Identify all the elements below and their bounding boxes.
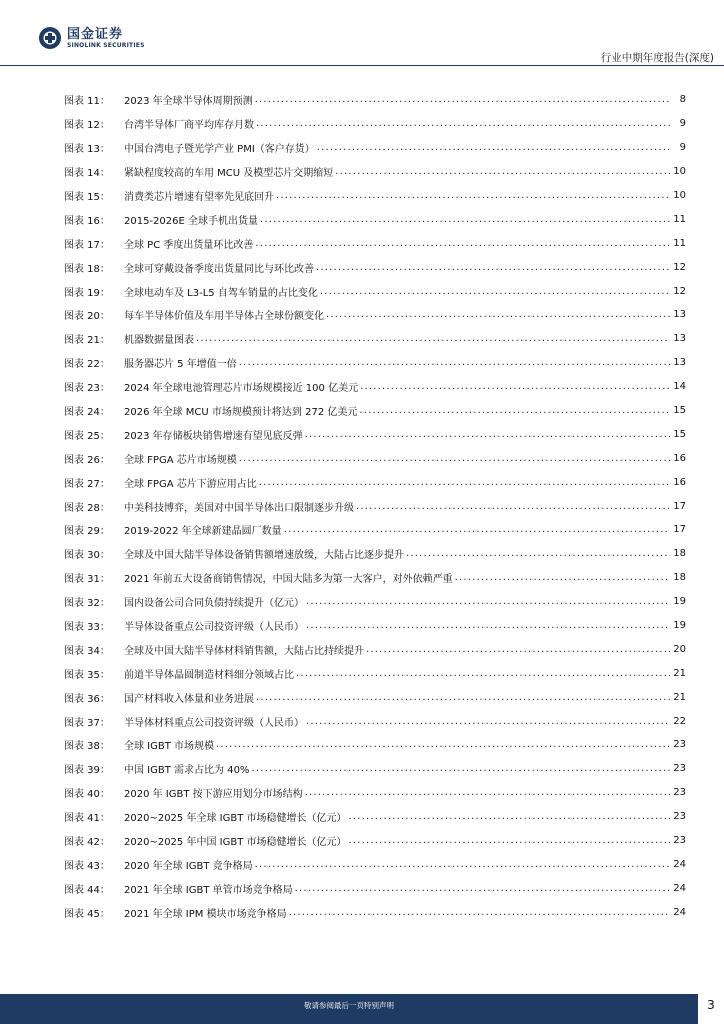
toc-entry[interactable] <box>64 470 686 494</box>
toc-dot-leader <box>326 309 670 320</box>
toc-entry[interactable] <box>64 375 686 399</box>
toc-entry-page: 19 <box>673 596 686 608</box>
toc-entry-number: 图表 41： <box>64 813 110 825</box>
toc-entry-number: 图表 28： <box>64 502 110 514</box>
toc-dot-leader <box>196 333 670 344</box>
toc-entry-page: 10 <box>673 190 686 201</box>
toc-entry[interactable] <box>64 518 686 542</box>
toc-entry-number: 图表 21： <box>64 335 110 347</box>
toc-entry-page: 17 <box>673 500 686 512</box>
toc-dot-leader <box>360 381 670 392</box>
toc-entry-title: 2020~2025 年中国 IGBT 市场稳健增长（亿元） <box>124 837 347 849</box>
toc-entry-number: 图表 18： <box>64 263 110 275</box>
toc-dot-leader <box>296 668 670 679</box>
toc-entry[interactable] <box>64 637 686 661</box>
toc-entry-title: 全球及中国大陆半导体设备销售额增速放缓，大陆占比逐步提升 <box>124 550 404 562</box>
toc-entry-number: 图表 19： <box>64 287 110 299</box>
toc-entry-title: 中国台湾电子暨光学产业 PMI（客户存货） <box>124 144 315 156</box>
footer-disclaimer: 敬请参阅最后一页特别声明 <box>304 1001 394 1010</box>
toc-entry-number: 图表 25： <box>64 430 110 442</box>
toc-dot-leader <box>306 596 670 607</box>
toc-entry-title: 全球电动车及 L3-L5 自驾车销量的占比变化 <box>124 287 318 299</box>
toc-entry[interactable] <box>64 351 686 375</box>
toc-entry[interactable] <box>64 112 686 136</box>
toc-entry[interactable] <box>64 446 686 470</box>
toc-entry[interactable] <box>64 160 686 184</box>
toc-entry-title: 2021 年前五大设备商销售情况，中国大陆多为第一大客户，对外依赖严重 <box>124 574 453 586</box>
toc-dot-leader <box>348 835 670 846</box>
toc-entry[interactable] <box>64 590 686 614</box>
toc-dot-leader <box>359 405 670 416</box>
toc-entry-page: 23 <box>673 787 686 799</box>
toc-entry-page: 8 <box>679 94 686 106</box>
toc-entry-title: 2020~2025 年全球 IGBT 市场稳健增长（亿元） <box>124 813 347 825</box>
toc-dot-leader <box>255 94 670 105</box>
toc-entry-title: 机器数据量图表 <box>124 335 194 347</box>
toc-entry-number: 图表 15： <box>64 192 110 203</box>
toc-entry-number: 图表 37： <box>64 717 110 729</box>
toc-entry-title: 国内设备公司合同负债持续提升（亿元） <box>124 598 304 610</box>
toc-entry-page: 21 <box>673 691 686 703</box>
toc-dot-leader <box>255 859 670 870</box>
toc-entry[interactable] <box>64 231 686 255</box>
toc-entry[interactable] <box>64 614 686 638</box>
toc-entry-title: 2024 年全球电池管理芯片市场规模接近 100 亿美元 <box>124 383 359 395</box>
toc-dot-leader <box>305 429 670 440</box>
toc-entry[interactable] <box>64 876 686 900</box>
toc-entry-page: 12 <box>673 285 686 297</box>
toc-entry-page: 23 <box>673 763 686 775</box>
toc-entry-number: 图表 23： <box>64 383 110 395</box>
toc-dot-leader <box>335 166 670 177</box>
toc-entry-page: 13 <box>673 357 686 369</box>
toc-entry-title: 全球 PC 季度出货量环比改善 <box>124 239 254 251</box>
toc-entry-page: 19 <box>673 620 686 632</box>
toc-entry-page: 17 <box>673 524 686 536</box>
toc-entry[interactable] <box>64 829 686 853</box>
toc-entry[interactable] <box>64 781 686 805</box>
toc-entry-number: 图表 12： <box>64 120 110 132</box>
page-header <box>0 0 724 68</box>
toc-entry[interactable] <box>64 88 686 112</box>
toc-entry-title: 中美科技博弈，美国对中国半导体出口限制逐步升级 <box>124 502 354 514</box>
toc-entry-page: 15 <box>673 405 686 417</box>
toc-entry-page: 9 <box>679 142 686 154</box>
toc-entry-number: 图表 38： <box>64 741 110 753</box>
toc-dot-leader <box>305 787 670 798</box>
toc-dot-leader <box>260 214 670 225</box>
toc-entry-title: 半导体设备重点公司投资评级（人民币） <box>124 622 304 634</box>
toc-entry-page: 12 <box>673 261 686 273</box>
toc-entry-page: 10 <box>673 166 686 178</box>
toc-entry-title: 2020 年全球 IGBT 竞争格局 <box>124 860 253 872</box>
toc-entry-number: 图表 27： <box>64 478 110 490</box>
toc-entry-number: 图表 32： <box>64 598 110 610</box>
toc-entry-title: 全球及中国大陆半导体材料销售额，大陆占比持续提升 <box>124 645 364 657</box>
toc-entry[interactable] <box>64 566 686 590</box>
toc-entry-page: 13 <box>673 333 686 345</box>
toc-entry-title: 中国 IGBT 需求占比为 40% <box>124 765 250 777</box>
toc-dot-leader <box>276 190 670 201</box>
toc-dot-leader <box>295 883 670 894</box>
toc-entry-title: 2023 年存储板块销售增速有望见底反弹 <box>124 430 303 442</box>
toc-entry-title: 前道半导体晶圆制造材料细分领域占比 <box>124 669 294 681</box>
toc-entry[interactable] <box>64 853 686 877</box>
toc-entry-number: 图表 34： <box>64 645 110 657</box>
toc-entry-page: 23 <box>673 811 686 823</box>
toc-dot-leader <box>284 524 670 535</box>
toc-entry-title: 2021 年全球 IGBT 单管市场竞争格局 <box>124 884 293 896</box>
toc-entry-page: 9 <box>679 118 686 130</box>
toc-entry-number: 图表 35： <box>64 669 110 681</box>
toc-entry-number: 图表 31： <box>64 574 110 586</box>
toc-dot-leader <box>259 477 670 488</box>
toc-entry-page: 20 <box>673 643 686 655</box>
toc-entry-title: 全球 FPGA 芯片市场规模 <box>124 454 237 466</box>
toc-entry-page: 23 <box>673 835 686 847</box>
toc-entry-number: 图表 22： <box>64 359 110 371</box>
toc-dot-leader <box>289 907 670 918</box>
company-logo <box>38 26 145 50</box>
toc-entry[interactable] <box>64 207 686 231</box>
toc-entry-page: 11 <box>673 213 686 225</box>
toc-entry-page: 16 <box>673 452 686 464</box>
toc-dot-leader <box>356 501 670 512</box>
toc-entry-number: 图表 44： <box>64 884 110 896</box>
toc-entry[interactable] <box>64 733 686 757</box>
toc-entry-page: 24 <box>673 906 686 918</box>
toc-entry[interactable] <box>64 757 686 781</box>
toc-dot-leader <box>216 739 670 750</box>
toc-entry-number: 图表 26： <box>64 454 110 466</box>
toc-entry-title: 2019-2022 年全球新建晶圆厂数量 <box>124 526 282 538</box>
logo-english-name: SINOLINK SECURITIES <box>67 41 145 49</box>
toc-entry-number: 图表 36： <box>64 693 110 705</box>
toc-entry-page: 24 <box>673 858 686 870</box>
toc-entry-page: 22 <box>673 715 686 727</box>
toc-entry-title: 消费类芯片增速有望率先见底回升 <box>124 192 274 203</box>
toc-entry[interactable] <box>64 661 686 685</box>
toc-entry-page: 15 <box>673 428 686 440</box>
toc-dot-leader <box>348 811 670 822</box>
toc-entry-number: 图表 33： <box>64 622 110 634</box>
toc-dot-leader <box>255 238 670 249</box>
toc-entry-number: 图表 24： <box>64 407 110 419</box>
toc-dot-leader <box>306 716 670 727</box>
toc-entry-page: 13 <box>673 309 686 321</box>
header-divider <box>0 65 724 66</box>
toc-entry-number: 图表 43： <box>64 860 110 872</box>
toc-dot-leader <box>406 548 670 559</box>
toc-entry-number: 图表 40： <box>64 789 110 801</box>
toc-dot-leader <box>317 142 670 153</box>
toc-entry[interactable] <box>64 542 686 566</box>
toc-entry-title: 2021 年全球 IPM 模块市场竞争格局 <box>124 908 287 920</box>
toc-dot-leader <box>251 763 670 774</box>
toc-entry-title: 2020 年 IGBT 按下游应用划分市场结构 <box>124 789 303 801</box>
toc-dot-leader <box>256 692 670 703</box>
sinolink-logo-icon <box>38 26 62 50</box>
toc-entry[interactable] <box>64 303 686 327</box>
toc-entry-number: 图表 45： <box>64 908 110 920</box>
toc-entry-page: 24 <box>673 882 686 894</box>
toc-entry-number: 图表 14： <box>64 168 110 180</box>
toc-entry-title: 台湾半导体厂商平均库存月数 <box>124 120 254 132</box>
toc-entry-title: 国产材料收入体量和业务进展 <box>124 693 254 705</box>
toc-dot-leader <box>239 357 670 368</box>
toc-entry[interactable] <box>64 900 686 924</box>
toc-entry-number: 图表 11： <box>64 96 110 108</box>
toc-entry[interactable] <box>64 279 686 303</box>
toc-entry[interactable] <box>64 136 686 160</box>
page-number: 3 <box>707 998 715 1012</box>
toc-entry-page: 16 <box>673 476 686 488</box>
toc-entry-title: 服务器芯片 5 年增值一倍 <box>124 359 237 371</box>
toc-entry-page: 18 <box>673 548 686 560</box>
toc-entry-number: 图表 16： <box>64 215 110 227</box>
toc-entry-title: 全球可穿戴设备季度出货量同比与环比改善 <box>124 263 314 275</box>
toc-entry-title: 半导体材料重点公司投资评级（人民币） <box>124 717 304 729</box>
toc-entry-page: 11 <box>673 237 686 249</box>
toc-entry-title: 2026 年全球 MCU 市场规模预计将达到 272 亿美元 <box>124 407 358 419</box>
toc-entry[interactable] <box>64 422 686 446</box>
toc-dot-leader <box>366 644 670 655</box>
toc-entry-page: 21 <box>673 667 686 679</box>
toc-dot-leader <box>256 118 670 129</box>
toc-entry-title: 2015-2026E 全球手机出货量 <box>124 215 259 227</box>
toc-dot-leader <box>239 453 670 464</box>
toc-entry-number: 图表 30： <box>64 550 110 562</box>
document-type-label: 行业中期年度报告(深度) <box>600 52 714 64</box>
toc-entry-page: 23 <box>673 739 686 751</box>
toc-entry-number: 图表 17： <box>64 239 110 251</box>
toc-entry-title: 2023 年全球半导体周期预测 <box>124 96 253 108</box>
toc-entry-title: 全球 FPGA 芯片下游应用占比 <box>124 478 257 490</box>
logo-chinese-name: 国金证券 <box>67 26 124 42</box>
toc-entry-title: 全球 IGBT 市场规模 <box>124 741 215 753</box>
toc-entry[interactable] <box>64 255 686 279</box>
toc-dot-leader <box>306 620 670 631</box>
toc-entry-number: 图表 39： <box>64 765 110 777</box>
toc-entry-number: 图表 29： <box>64 526 110 538</box>
table-of-figures <box>64 88 686 924</box>
toc-dot-leader <box>316 262 670 273</box>
toc-entry[interactable] <box>64 494 686 518</box>
toc-entry-page: 14 <box>673 381 686 393</box>
toc-entry-number: 图表 20： <box>64 311 110 323</box>
toc-entry[interactable] <box>64 327 686 351</box>
toc-entry-number: 图表 42： <box>64 837 110 849</box>
toc-entry-number: 图表 13： <box>64 144 110 156</box>
toc-entry[interactable] <box>64 184 686 208</box>
toc-entry[interactable] <box>64 709 686 733</box>
toc-entry[interactable] <box>64 685 686 709</box>
toc-entry-title: 每车半导体价值及车用半导体占全球份额变化 <box>124 311 324 323</box>
toc-dot-leader <box>320 286 670 297</box>
toc-entry-title: 紧缺程度较高的车用 MCU 及模型芯片交期缩短 <box>124 168 334 180</box>
toc-entry[interactable] <box>64 399 686 423</box>
toc-entry-page: 18 <box>673 572 686 584</box>
toc-dot-leader <box>455 572 670 583</box>
toc-entry[interactable] <box>64 805 686 829</box>
